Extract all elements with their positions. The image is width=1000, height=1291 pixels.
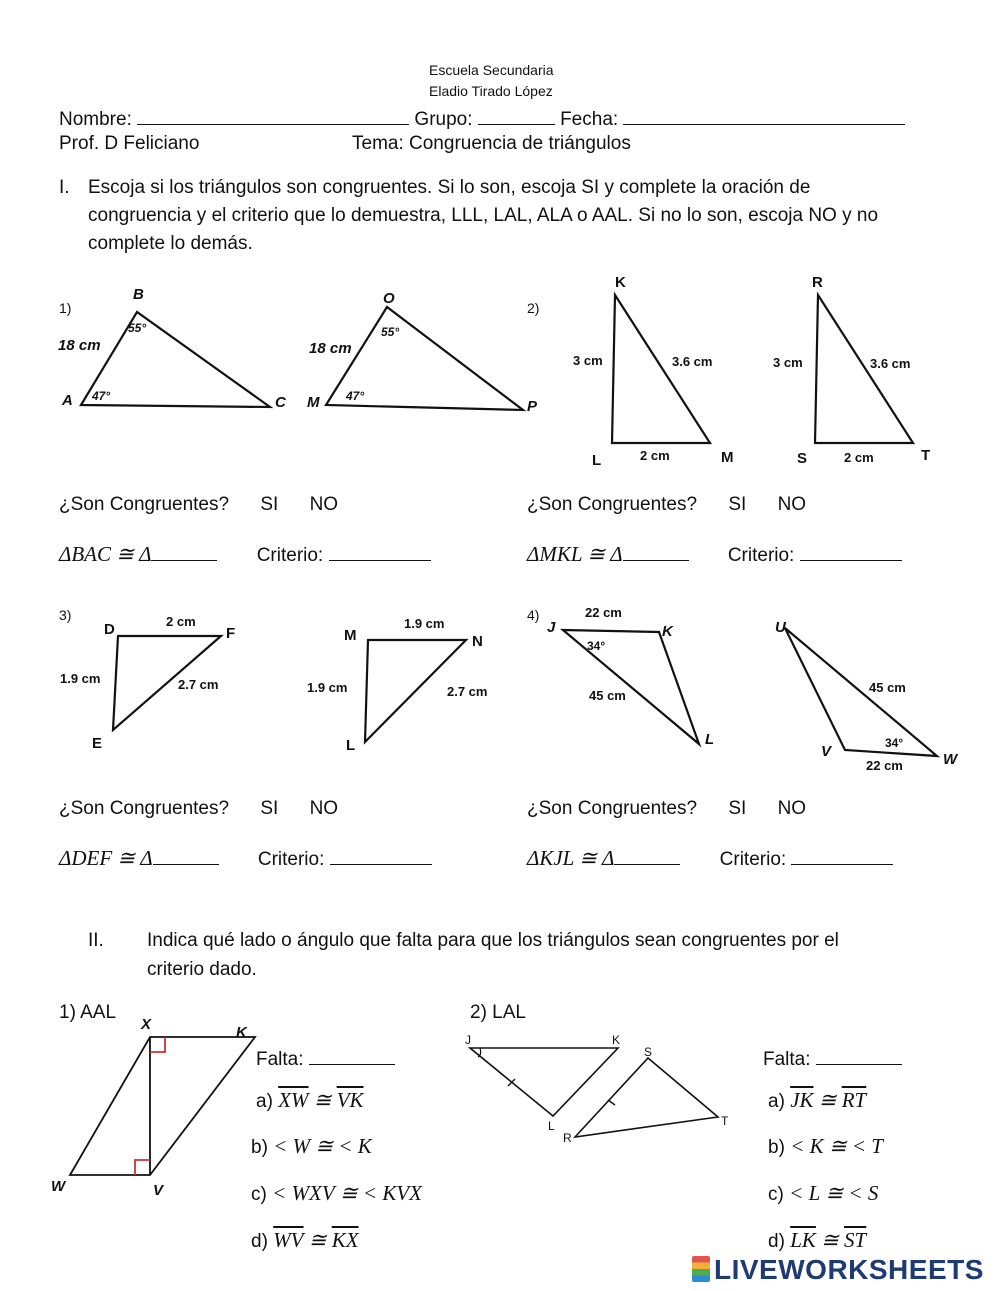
label-W5: W: [51, 1178, 66, 1195]
fecha-field[interactable]: [623, 106, 905, 125]
q3-statement: ΔDEF ≅ Δ: [59, 846, 153, 870]
section2-roman: II.: [88, 930, 104, 951]
p1-option-b-lt2: <: [338, 1134, 353, 1158]
p1-option-c[interactable]: [251, 1181, 422, 1206]
label-F: F: [226, 625, 236, 642]
p1-option-c-letter: c): [251, 1184, 267, 1205]
side-DE: 1.9 cm: [60, 671, 101, 686]
q4-criterio-label: Criterio:: [719, 849, 787, 870]
side-UW: 45 cm: [869, 680, 906, 695]
q2-question: ¿Son Congruentes?: [527, 494, 698, 515]
label-B: B: [133, 286, 144, 303]
p1-option-a-lhs: $\overline{XW}$: [278, 1088, 309, 1112]
side-KL: 3 cm: [573, 353, 603, 368]
label-L6: L: [548, 1119, 555, 1133]
p1-option-a[interactable]: [256, 1088, 364, 1113]
p2-option-a-cong: ≅: [818, 1088, 837, 1112]
p1-option-a-letter: a): [256, 1091, 273, 1112]
side-RT: 3.6 cm: [870, 356, 911, 371]
p1-option-a-cong: ≅: [313, 1088, 332, 1112]
angle-W: 34°: [885, 736, 904, 750]
q2-criterio-label: Criterio:: [727, 545, 795, 566]
problem-3-number: 3): [59, 607, 72, 623]
q1-statement-row: [59, 542, 431, 567]
side-DF: 2 cm: [166, 614, 196, 629]
p2-option-c-lt1: <: [789, 1181, 804, 1205]
label-M: M: [307, 394, 320, 411]
p1-option-b[interactable]: [251, 1134, 372, 1159]
p2-falta-row: [763, 1046, 902, 1071]
q2-criterio-field[interactable]: [800, 542, 902, 561]
label-T: T: [921, 447, 931, 464]
figure-2-triangles: [560, 265, 980, 469]
liveworksheets-wordmark: LIVEWORKSHEETS: [714, 1254, 984, 1285]
p2-option-d-cong: ≅: [821, 1228, 839, 1252]
label-S6: S: [644, 1045, 653, 1059]
p1-option-c-lt1: <: [272, 1181, 287, 1205]
p1-option-b-rhs: K: [357, 1134, 372, 1158]
label-J: J: [547, 619, 556, 636]
q4-question: ¿Son Congruentes?: [527, 798, 698, 819]
p1-option-c-cong: ≅: [340, 1181, 358, 1205]
side-LN: 2.7 cm: [447, 684, 488, 699]
side-LM: 2 cm: [640, 448, 670, 463]
side-ST: 2 cm: [844, 450, 874, 465]
label-M2: M: [721, 449, 734, 466]
liveworksheets-logo: [692, 1254, 984, 1286]
label-L: L: [592, 452, 602, 469]
side-MN: 1.9 cm: [404, 616, 445, 631]
right-angle-marker-v: [135, 1160, 150, 1175]
p1-option-d-rhs: $\overline{KX}$: [331, 1228, 359, 1252]
p2-option-b-cong: ≅: [828, 1134, 847, 1158]
grupo-label: Grupo:: [414, 109, 473, 130]
q3-congruent-row: [59, 798, 338, 820]
q3-question: ¿Son Congruentes?: [59, 798, 230, 819]
q4-congruent-row: [527, 798, 806, 820]
p2-option-c[interactable]: [768, 1181, 878, 1206]
school-name: Escuela Secundaria: [429, 62, 554, 78]
q4-criterio-field[interactable]: [791, 846, 893, 865]
figure-parallelogram: [45, 1015, 255, 1199]
p1-option-a-rhs: $\overline{VK}$: [336, 1088, 364, 1112]
label-M3: M: [344, 627, 357, 644]
p2-option-a-letter: a): [768, 1091, 785, 1112]
p1-title: 1) AAL: [59, 1002, 117, 1023]
p1-option-d-cong: ≅: [308, 1228, 327, 1252]
p2-option-d-rhs: $\overline{ST}$: [844, 1228, 867, 1252]
q1-criterio-label: Criterio:: [256, 545, 324, 566]
q3-no-option[interactable]: NO: [309, 798, 339, 819]
angle-B: 55°: [128, 321, 147, 335]
label-S: S: [797, 450, 808, 467]
label-D: D: [104, 621, 115, 638]
q4-triangle-field[interactable]: [614, 846, 680, 865]
side-ML: 1.9 cm: [307, 680, 348, 695]
p2-option-b-lt2: <: [851, 1134, 866, 1158]
p1-option-b-letter: b): [251, 1137, 268, 1158]
nombre-field[interactable]: [137, 106, 409, 125]
p1-option-d[interactable]: [251, 1228, 359, 1253]
right-angle-marker-x: [150, 1037, 165, 1052]
label-R: R: [812, 274, 823, 291]
q3-triangle-field[interactable]: [153, 846, 219, 865]
label-U: U: [775, 619, 786, 636]
q2-statement: ΔMKL ≅ Δ: [527, 542, 623, 566]
p1-falta-row: [256, 1046, 395, 1071]
figure-3-triangles: [50, 600, 530, 770]
p2-title: 2) LAL: [470, 1002, 526, 1023]
side-EF: 2.7 cm: [178, 677, 219, 692]
p2-option-d-lhs: $\overline{LK}$: [790, 1228, 816, 1252]
p2-option-b-lt1: <: [790, 1134, 805, 1158]
p2-option-a-lhs: $\overline{JK}$: [790, 1088, 814, 1112]
p2-falta-field[interactable]: [816, 1046, 902, 1065]
label-K6: K: [612, 1033, 621, 1047]
p1-option-c-lt2: <: [362, 1181, 378, 1205]
angle-A: 47°: [92, 389, 111, 403]
q3-statement-row: [59, 846, 432, 871]
p1-option-c-lhs: WXV: [291, 1181, 335, 1205]
angle-M: 47°: [346, 389, 365, 403]
school-subname: Eladio Tirado López: [429, 83, 553, 99]
label-W: W: [943, 751, 958, 768]
nombre-label: Nombre:: [59, 109, 132, 130]
section1-roman: I.: [59, 177, 70, 198]
label-O: O: [383, 290, 395, 307]
p1-option-b-lt1: <: [273, 1134, 288, 1158]
figure-lal-triangles: [460, 1030, 740, 1150]
q1-statement: ΔBAC ≅ Δ: [59, 542, 152, 566]
teacher-name: Prof. D Feliciano: [59, 133, 200, 154]
label-X: X: [141, 1016, 152, 1033]
figure-1-triangles: [50, 275, 538, 435]
side-VW: 22 cm: [866, 758, 903, 773]
p2-option-b-lhs: K: [809, 1134, 824, 1158]
q4-statement: ΔKJL ≅ Δ: [527, 846, 615, 870]
fecha-label: Fecha:: [560, 109, 619, 130]
p2-option-b-letter: b): [768, 1137, 785, 1158]
nombre-row: [59, 106, 905, 131]
label-A: A: [62, 392, 73, 409]
p2-option-c-rhs: S: [867, 1181, 879, 1205]
grupo-field[interactable]: [478, 106, 555, 125]
p2-option-c-letter: c): [768, 1184, 784, 1205]
label-T6: T: [721, 1114, 729, 1128]
p2-option-a-rhs: $\overline{RT}$: [841, 1088, 867, 1112]
section2-instruction-line2: criterio dado.: [147, 959, 257, 980]
q1-yes-option[interactable]: SI: [260, 494, 279, 515]
p1-falta-label: Falta:: [256, 1049, 304, 1070]
section1-instruction-line1: Escoja si los triángulos son congruentes. Si lo son, escoja SI y complete la oración de: [88, 177, 811, 198]
q2-no-option[interactable]: NO: [777, 494, 807, 515]
section2-instruction-line1: Indica qué lado o ángulo que falta para que los triángulos sean congruentes por el: [147, 930, 839, 951]
label-R6: R: [563, 1131, 572, 1145]
p1-falta-field[interactable]: [309, 1046, 395, 1065]
side-RS: 3 cm: [773, 355, 803, 370]
p1-option-c-rhs: KVX: [382, 1181, 423, 1205]
label-P: P: [527, 398, 538, 415]
q4-no-option[interactable]: NO: [777, 798, 807, 819]
side-KM: 3.6 cm: [672, 354, 713, 369]
angle-O: 55°: [381, 325, 400, 339]
label-J6: J: [465, 1033, 471, 1047]
p2-option-d-letter: d): [768, 1231, 785, 1252]
q1-congruent-row: [59, 494, 338, 516]
p2-option-c-cong: ≅: [825, 1181, 844, 1205]
label-C: C: [275, 394, 286, 411]
q1-triangle-field[interactable]: [151, 542, 217, 561]
label-L4: L: [705, 731, 715, 748]
q2-statement-row: [527, 542, 902, 567]
p1-option-b-lhs: W: [292, 1134, 311, 1158]
problem-2-number: 2): [527, 300, 540, 316]
q3-criterio-label: Criterio:: [257, 849, 325, 870]
label-K5: K: [236, 1024, 247, 1041]
liveworksheets-icon: [692, 1256, 710, 1282]
section1-instruction-line3: complete lo demás.: [88, 233, 253, 254]
q4-yes-option[interactable]: SI: [728, 798, 747, 819]
label-V: V: [821, 743, 832, 760]
side-JL: 45 cm: [589, 688, 626, 703]
q2-yes-option[interactable]: SI: [728, 494, 747, 515]
label-V5: V: [153, 1182, 164, 1199]
p2-falta-label: Falta:: [763, 1049, 811, 1070]
label-L3: L: [346, 737, 356, 754]
problem-4-number: 4): [527, 607, 540, 623]
q3-yes-option[interactable]: SI: [260, 798, 279, 819]
angle-J: 34°: [587, 639, 606, 653]
p2-option-a[interactable]: [768, 1088, 866, 1113]
figure-4-triangles: [535, 598, 975, 778]
q1-question: ¿Son Congruentes?: [59, 494, 230, 515]
label-K: K: [615, 274, 626, 291]
topic: Tema: Congruencia de triángulos: [352, 133, 631, 154]
side-label-MO: 18 cm: [309, 340, 352, 357]
side-label-AB: 18 cm: [58, 337, 101, 354]
side-JK: 22 cm: [585, 605, 622, 620]
p2-option-c-lt2: <: [848, 1181, 863, 1205]
p1-option-d-lhs: $\overline{WV}$: [273, 1228, 304, 1252]
q2-congruent-row: [527, 494, 806, 516]
problem-1-number: 1): [59, 300, 72, 316]
p1-option-d-letter: d): [251, 1231, 268, 1252]
p2-option-c-lhs: L: [808, 1181, 821, 1205]
p1-option-b-cong: ≅: [315, 1134, 334, 1158]
q1-no-option[interactable]: NO: [309, 494, 339, 515]
p2-option-b[interactable]: [768, 1134, 883, 1159]
q2-triangle-field[interactable]: [623, 542, 689, 561]
q4-statement-row: [527, 846, 893, 871]
label-N: N: [472, 633, 483, 650]
section1-instruction-line2: congruencia y el criterio que lo demuestra, LLL, LAL, ALA o AAL. Si no lo son, escoja NO y no: [88, 205, 879, 226]
p2-option-d[interactable]: [768, 1228, 866, 1253]
q1-criterio-field[interactable]: [329, 542, 431, 561]
q3-criterio-field[interactable]: [330, 846, 432, 865]
label-K4: K: [662, 623, 673, 640]
label-E: E: [92, 735, 103, 752]
p2-option-b-rhs: T: [871, 1134, 883, 1158]
